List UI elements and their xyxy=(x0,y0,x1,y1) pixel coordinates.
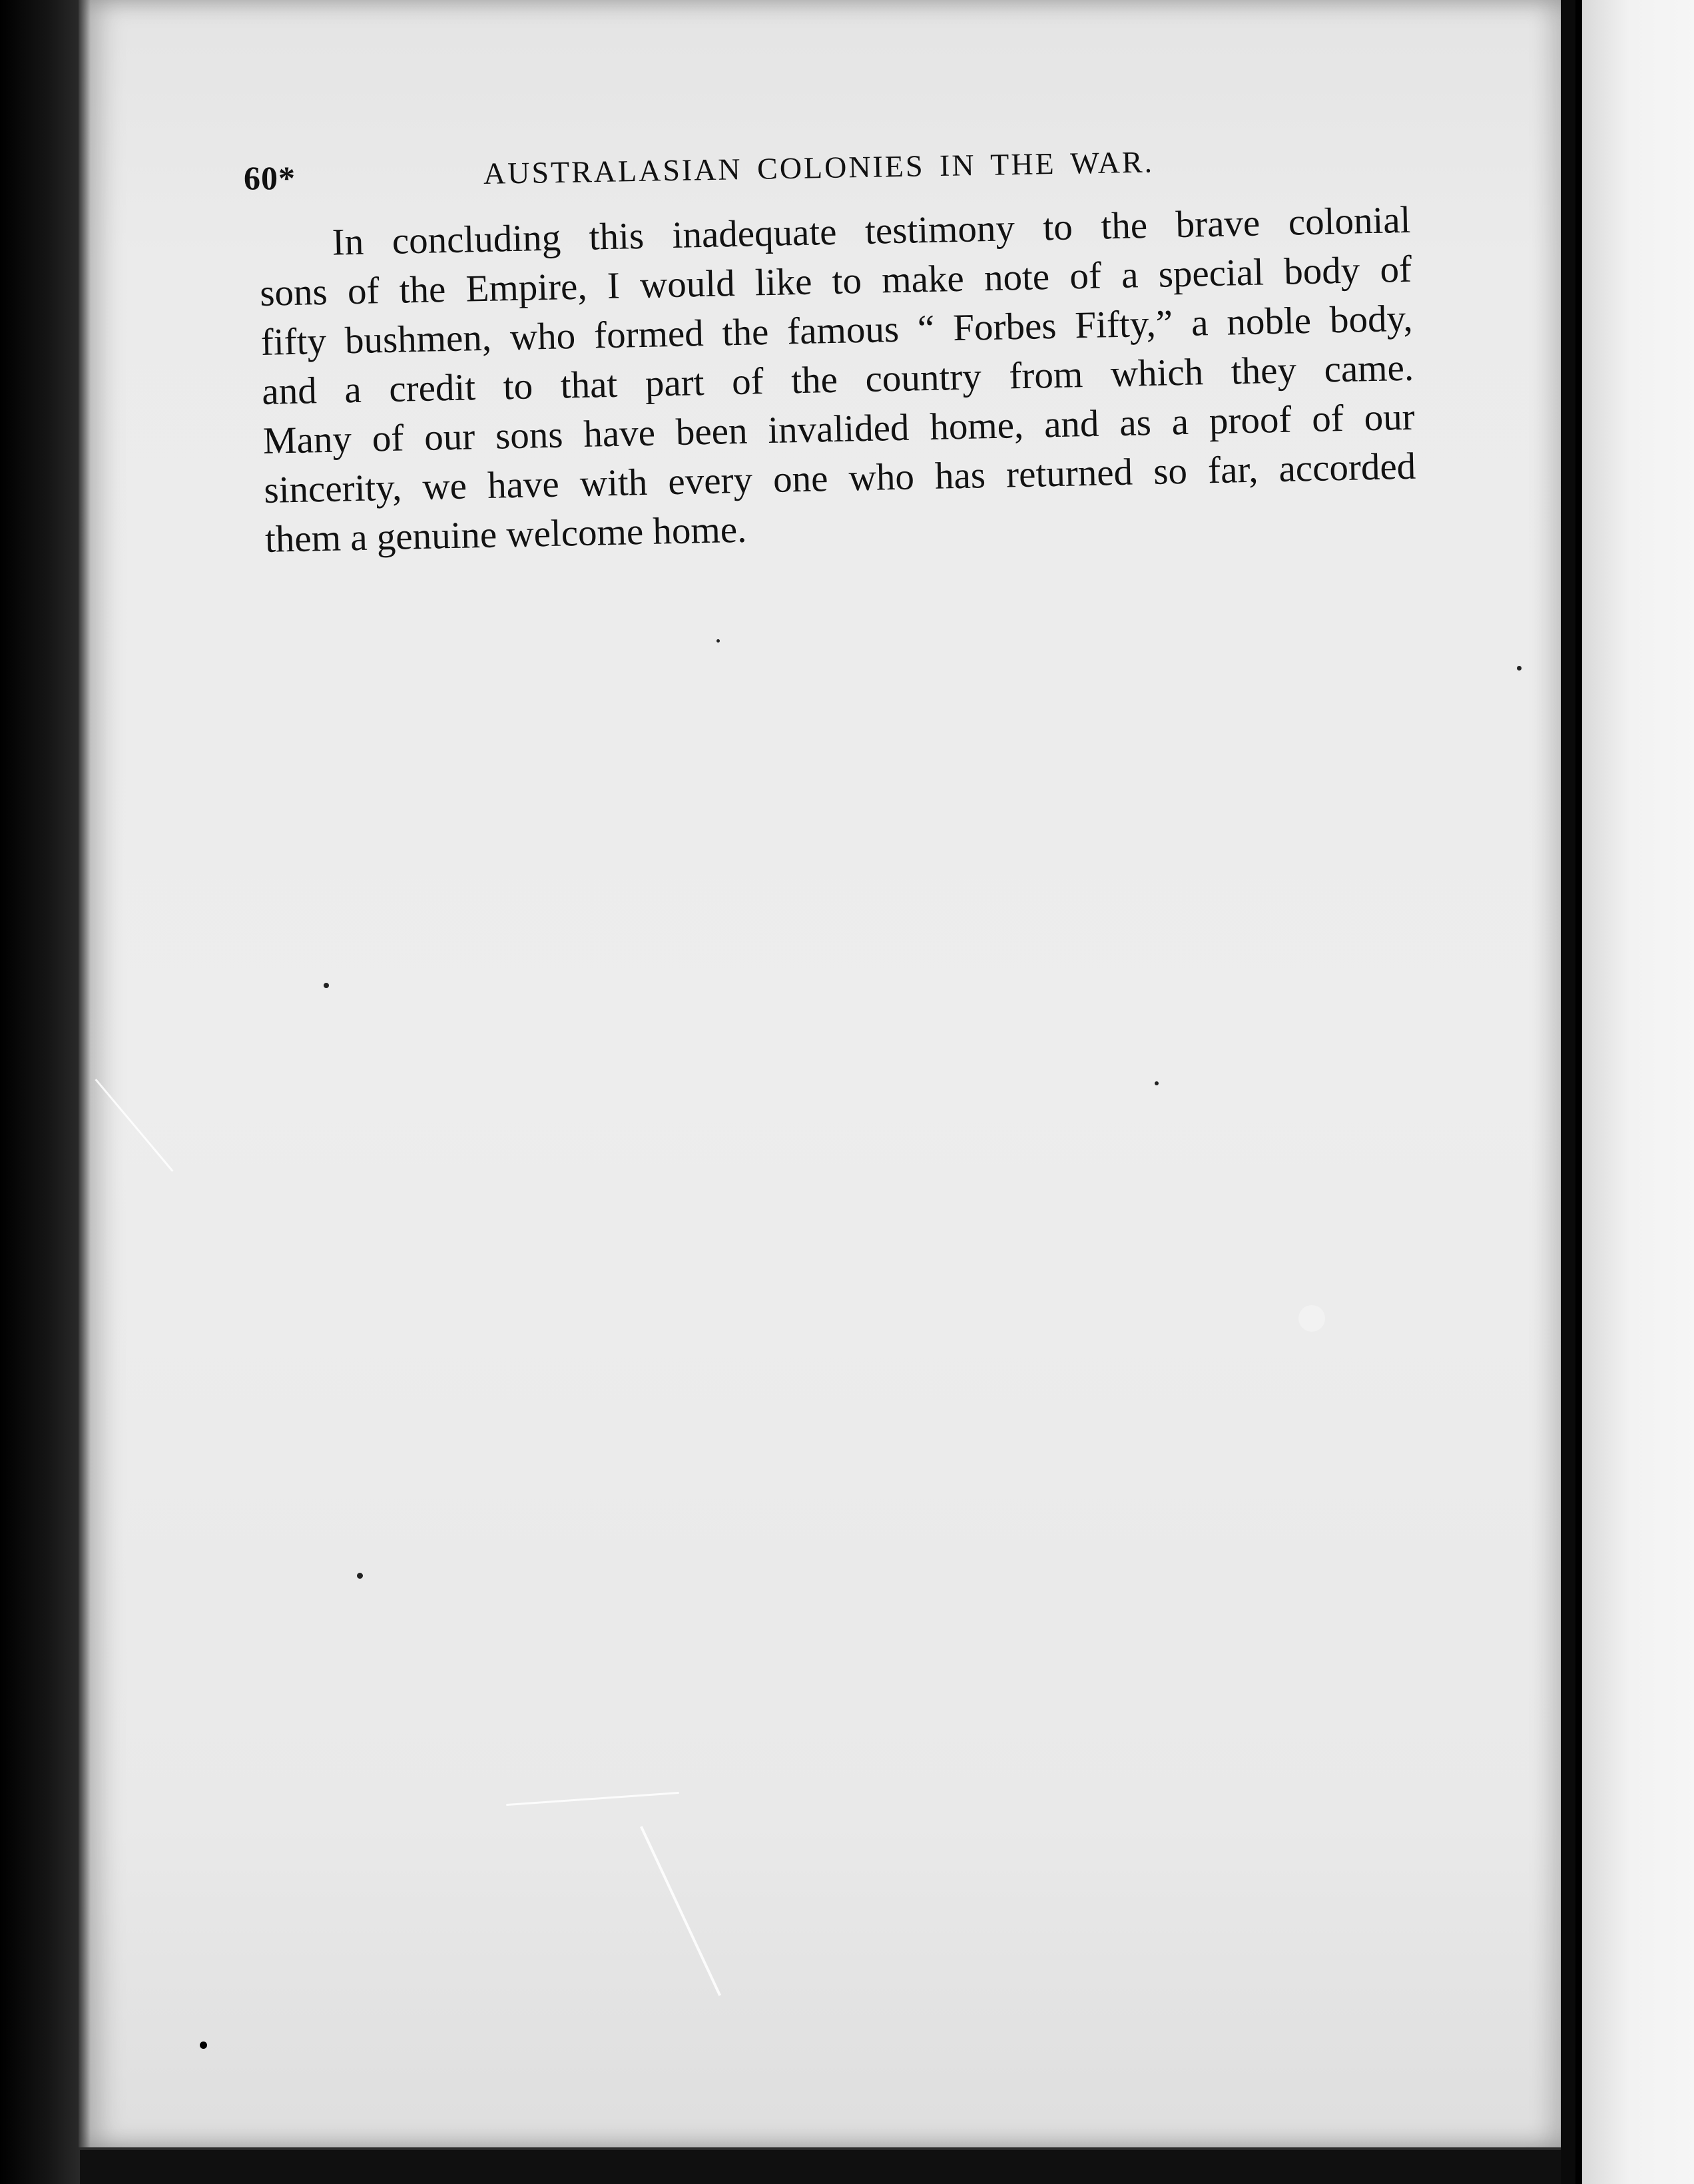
book-spine-shadow xyxy=(0,0,80,2184)
page-edge-shadow xyxy=(79,0,91,2147)
scan-speck xyxy=(1517,666,1522,671)
page-gutter xyxy=(1561,0,1575,2184)
body-paragraph xyxy=(258,196,1417,565)
scan-speck xyxy=(357,1573,363,1579)
text-line: Many of our sons have been invalided home, and as a proof of our xyxy=(262,396,1416,462)
page-header xyxy=(244,140,1416,206)
text-line: them a genuine welcome home. xyxy=(264,508,747,561)
scan-speck xyxy=(200,2042,207,2049)
running-title: AUSTRALASIAN COLONIES IN THE WAR. xyxy=(483,144,1155,190)
text-line: and a credit to that part of the country from which they came. xyxy=(261,346,1414,413)
text-line: In concluding this inadequate testimony to the brave colonial xyxy=(332,198,1412,264)
text-line: fifty bushmen, who formed the famous “ Forbes Fifty,” a noble body, xyxy=(260,297,1414,364)
facing-page-edge xyxy=(1575,0,1694,2184)
scan-speck xyxy=(716,639,720,643)
text-line: sincerity, we have with every one who has returned so far, accorded xyxy=(263,445,1416,511)
page-number: 60* xyxy=(244,159,296,196)
scan-speck xyxy=(324,983,329,988)
scan-scratch xyxy=(1298,1305,1325,1332)
scan-speck xyxy=(1155,1081,1159,1085)
text-line: sons of the Empire, I would like to make note of a special body of xyxy=(259,248,1412,314)
